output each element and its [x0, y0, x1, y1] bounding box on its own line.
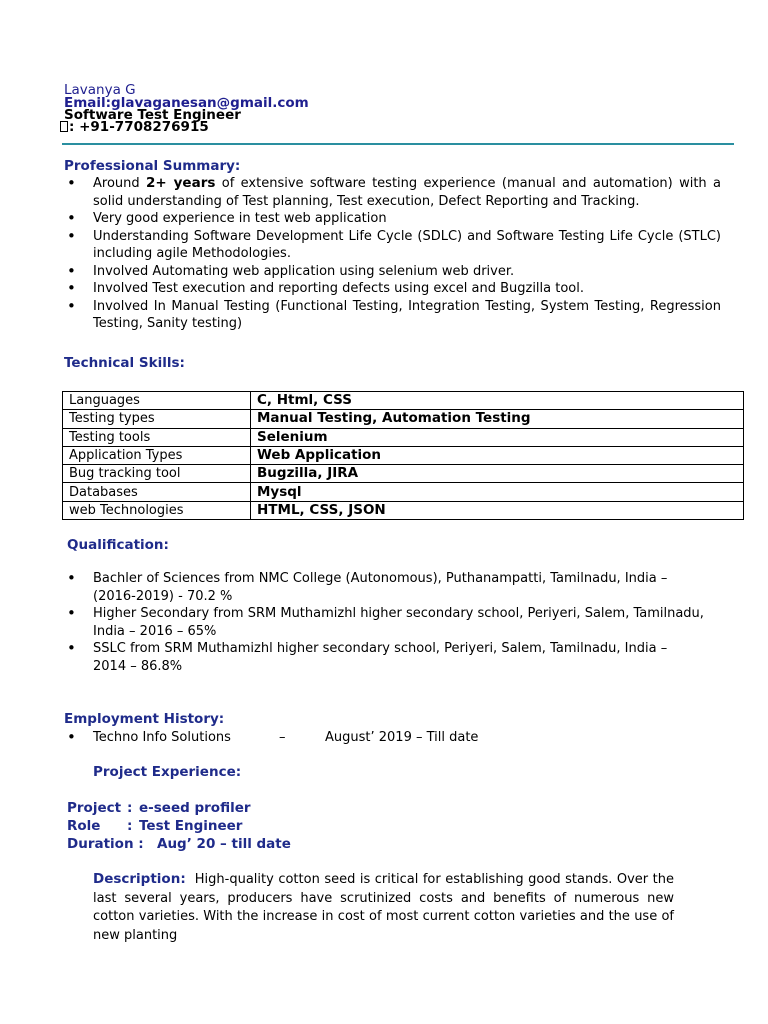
- phone-number: : +91-7708276915: [69, 119, 209, 135]
- project-name-line: Project : e-seed profiler: [67, 800, 251, 816]
- list-item: • Understanding Software Development Life Cycle (SDLC) and Software Testing Life Cycle (STLC) including agile Methodologies.: [64, 228, 721, 263]
- skill-value: Selenium: [251, 428, 744, 446]
- skills-heading: Technical Skills:: [64, 355, 185, 371]
- skills-table: [62, 391, 744, 520]
- company-name: Techno Info Solutions: [93, 730, 231, 745]
- employment-heading: Employment History:: [64, 711, 225, 727]
- employment-list: [64, 729, 721, 747]
- table-row: [63, 410, 744, 428]
- phone-line: [60, 121, 209, 134]
- skill-label: Testing tools: [63, 428, 251, 446]
- header-divider: [62, 143, 734, 145]
- skill-value: HTML, CSS, JSON: [251, 501, 744, 519]
- project-duration-line: Duration : Aug’ 20 – till date: [67, 836, 291, 852]
- skill-value: Manual Testing, Automation Testing: [251, 410, 744, 428]
- skill-label: web Technologies: [63, 501, 251, 519]
- skill-label: Bug tracking tool: [63, 465, 251, 483]
- skill-label: Databases: [63, 483, 251, 501]
- skill-label: Languages: [63, 392, 251, 410]
- table-row: [63, 465, 744, 483]
- list-item: • Bachler of Sciences from NMC College (Autonomous), Puthanampatti, Tamilnadu, India – (2016-2019) - 70.2 %: [64, 570, 704, 605]
- employment-dash: –: [279, 730, 286, 745]
- job-title: Software Test Engineer: [64, 107, 241, 123]
- skill-label: Testing types: [63, 410, 251, 428]
- table-row: [63, 501, 744, 519]
- email-link[interactable]: Email:glavaganesan@gmail.com: [64, 95, 309, 111]
- list-item: • SSLC from SRM Muthamizhl higher secondary school, Periyeri, Salem, Tamilnadu, India – 2014 – 86.8%: [64, 640, 704, 675]
- list-item: • Involved Automating web application using selenium web driver.: [64, 263, 721, 281]
- list-item: • Very good experience in test web application: [64, 210, 721, 228]
- table-row: [63, 392, 744, 410]
- table-row: [63, 483, 744, 501]
- project-role-line: Role : Test Engineer: [67, 818, 243, 834]
- description-label: Description:: [93, 871, 186, 887]
- project-heading: Project Experience:: [93, 764, 242, 780]
- qualification-list: [64, 570, 704, 675]
- table-row: [63, 428, 744, 446]
- list-item: • Higher Secondary from SRM Muthamizhl higher secondary school, Periyeri, Salem, Tamilnadu, India – 2016 – 65%: [64, 605, 704, 640]
- list-item: • Involved Test execution and reporting defects using excel and Bugzilla tool.: [64, 280, 721, 298]
- skill-value: Mysql: [251, 483, 744, 501]
- candidate-name: Lavanya G: [64, 82, 136, 98]
- description-text: High-quality cotton seed is critical for establishing good stands. Over the last several years, producers have scrutinized costs and benefits of numerous new cotton varieties. With the increase in cost of most current cotton varieties and the use of new planting: [93, 872, 674, 943]
- list-item: • Around 2+ years of extensive software testing experience (manual and automation) with a solid understanding of Test planning, Test execution, Defect Reporting and Tracking.: [64, 175, 721, 210]
- qualification-heading: Qualification:: [67, 537, 169, 553]
- phone-icon: [60, 121, 68, 132]
- skill-value: Web Application: [251, 446, 744, 464]
- employment-period: August’ 2019 – Till date: [325, 730, 479, 745]
- summary-heading: Professional Summary:: [64, 158, 241, 174]
- summary-list: [64, 175, 721, 333]
- list-item: • Involved In Manual Testing (Functional Testing, Integration Testing, System Testing, Regression Testing, Sanity testing): [64, 298, 721, 333]
- skill-label: Application Types: [63, 446, 251, 464]
- project-description: [93, 870, 674, 945]
- skill-value: C, Html, CSS: [251, 392, 744, 410]
- skill-value: Bugzilla, JIRA: [251, 465, 744, 483]
- table-row: [63, 446, 744, 464]
- list-item: [64, 729, 721, 747]
